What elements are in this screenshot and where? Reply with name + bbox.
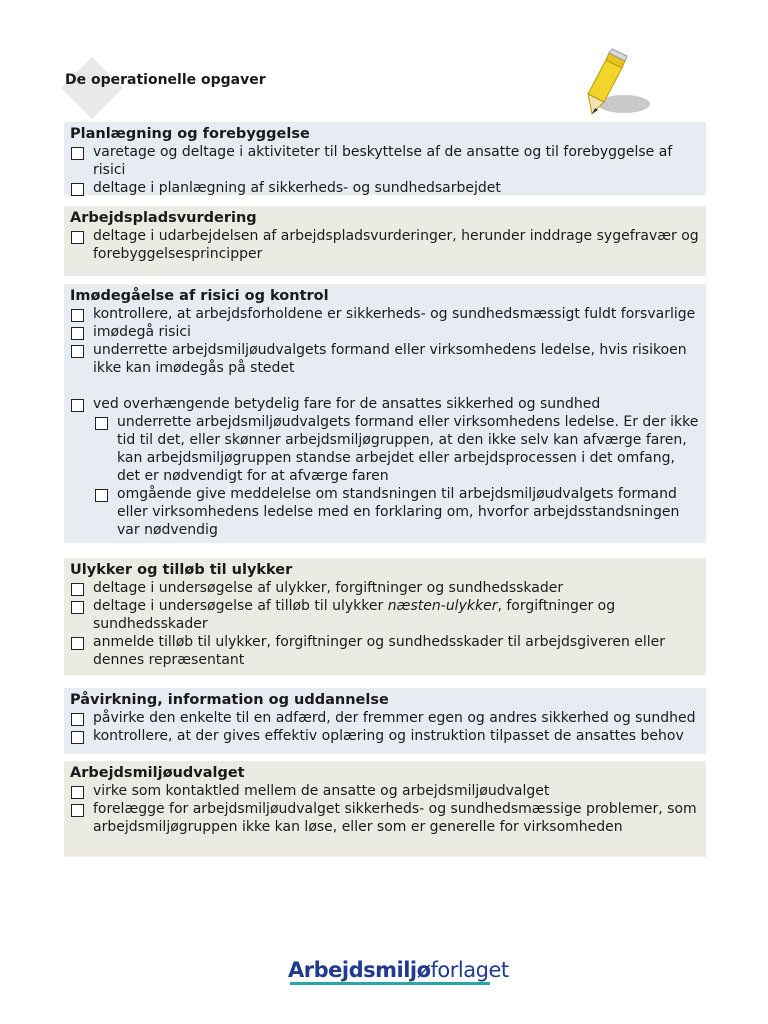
logo-underline — [290, 982, 490, 985]
section-title: Påvirkning, information og uddannelse — [70, 692, 389, 708]
checkbox[interactable] — [71, 731, 84, 744]
checkbox[interactable] — [71, 183, 84, 196]
checklist-item: deltage i undersøgelse af tilløb til ulykker næsten-ulykker, forgiftninger og sundhedsskader — [70, 597, 700, 633]
section-committee — [64, 761, 706, 857]
checkbox[interactable] — [95, 489, 108, 502]
checkbox[interactable] — [71, 345, 84, 358]
checkbox[interactable] — [71, 231, 84, 244]
checklist-item: påvirke den enkelte til en adfærd, der fremmer egen og andres sikkerhed og sundhed — [70, 709, 700, 727]
checkbox[interactable] — [71, 147, 84, 160]
publisher-logo: Arbejdsmiljøforlaget — [288, 958, 509, 982]
section-title: Ulykker og tilløb til ulykker — [70, 562, 293, 578]
section-title: Planlægning og forebyggelse — [70, 126, 310, 142]
checklist-item: deltage i udarbejdelsen af arbejdspladsvurderinger, herunder inddrage sygefravær og forebyggelsesprincipper — [70, 227, 700, 263]
checklist-item: imødegå risici — [70, 323, 700, 341]
checklist-item: deltage i undersøgelse af ulykker, forgiftninger og sundhedsskader — [70, 579, 700, 597]
checkbox[interactable] — [71, 713, 84, 726]
checkbox[interactable] — [71, 804, 84, 817]
checklist-item: forelægge for arbejdsmiljøudvalget sikkerheds- og sundhedsmæssige problemer, som arbejdsmiljøgruppen ikke kan løse, eller som er generelle for virksomheden — [70, 800, 700, 836]
decorative-diamond — [61, 57, 123, 119]
checkbox[interactable] — [71, 327, 84, 340]
checklist-item: ved overhængende betydelig fare for de ansattes sikkerhed og sundhed — [70, 395, 700, 413]
checklist-subitem: underrette arbejdsmiljøudvalgets formand eller virksomhedens ledelse. Er der ikke tid til det, eller skønner arbejdsmiljøgruppen, at den ikke selv kan afværge faren, kan arbejdsmiljøgruppen standse arbejdet eller arbejdsprocessen i det omfang, det er nødvendigt for at afværge faren — [70, 413, 700, 485]
checkbox[interactable] — [71, 309, 84, 322]
checklist-item: varetage og deltage i aktiviteter til beskyttelse af de ansatte og til forebyggelse af risici — [70, 143, 700, 179]
checkbox[interactable] — [71, 786, 84, 799]
section-title: Imødegåelse af risici og kontrol — [70, 288, 329, 304]
checklist-item: underrette arbejdsmiljøudvalgets formand eller virksomhedens ledelse, hvis risikoen ikke kan imødegås på stedet — [70, 341, 700, 377]
pencil-icon — [578, 42, 656, 122]
section-title: Arbejdspladsvurdering — [70, 210, 257, 226]
page-title: De operationelle opgaver — [65, 72, 266, 88]
section-title: Arbejdsmiljøudvalget — [70, 765, 245, 781]
checklist-item: deltage i planlægning af sikkerheds- og sundhedsarbejdet — [70, 179, 700, 197]
checkbox[interactable] — [71, 601, 84, 614]
checkbox[interactable] — [71, 399, 84, 412]
section-influence-training — [64, 688, 706, 754]
section-planning — [64, 122, 706, 195]
checkbox[interactable] — [71, 637, 84, 650]
checkbox[interactable] — [71, 583, 84, 596]
section-accidents — [64, 558, 706, 675]
checklist-item: virke som kontaktled mellem de ansatte og arbejdsmiljøudvalget — [70, 782, 700, 800]
checklist-item: kontrollere, at arbejdsforholdene er sikkerheds- og sundhedsmæssigt fuldt forsvarlige — [70, 305, 700, 323]
checklist-item: kontrollere, at der gives effektiv oplæring og instruktion tilpasset de ansattes behov — [70, 727, 700, 745]
section-workplace-assessment — [64, 206, 706, 276]
checkbox[interactable] — [95, 417, 108, 430]
checklist-subitem: omgående give meddelelse om standsningen til arbejdsmiljøudvalgets formand eller virksomhedens ledelse med en forklaring om, hvorfor arbejdsstandsningen var nødvendig — [70, 485, 700, 539]
section-risk-control — [64, 284, 706, 543]
checklist-item: anmelde tilløb til ulykker, forgiftninger og sundhedsskader til arbejdsgiveren eller dennes repræsentant — [70, 633, 700, 669]
